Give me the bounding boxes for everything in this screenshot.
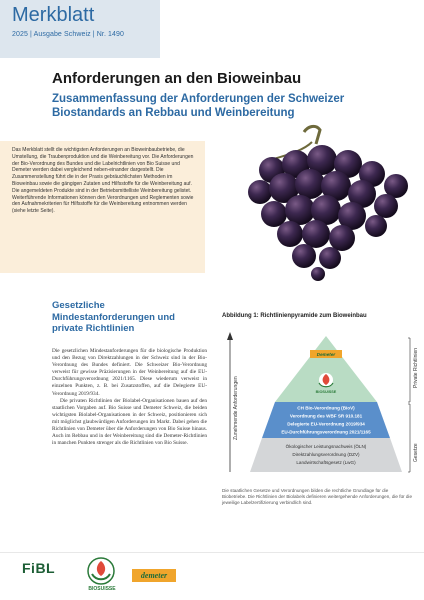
axis-label-laws: Gesetze — [413, 443, 419, 462]
pyramid-line-dzv: Direktzahlungsverordnung (DZV) — [292, 452, 360, 457]
demeter-logo: demeter — [132, 569, 176, 582]
biosuisse-logo-icon — [84, 556, 118, 586]
pyramid-line-biov: CH Bio-Verordnung (BioV) — [297, 405, 355, 411]
intro-text: Das Merkblatt stellt die wichtigsten Anforderungen an Bioweinbaubetriebe, die Umstellung, die Traubenproduktion und die Weinbereitung vor. Die Anforderungen der Bio-Verordnung des Bundes und die Labelrichtlinien von Bio Suisse und Demeter werden dabei vergleichend neben-einander dargestellt. Die Zusammenstellung führt die in der Praxis gebräuchlichsten Methoden im Bioweinbau sowie die gängigen Zutaten und Hilfsstoffe für die Weinbereitung auf. Die angemeldeten Produkte sind in der Betriebsmittelliste Weinbereitung gelistet. Weiterführende Informationen können den Verordnungen und Reglementen sowie den Aufnahmekriterien für Hilfsstoffe für die Weinbereitung entnommen werden (siehe letzte Seite). — [12, 147, 194, 215]
intro-box — [0, 141, 205, 273]
demeter-label: Demeter — [316, 352, 336, 357]
body-paragraph-2: Die privaten Richtlinien der Biolabel-Organisationen bauen auf den staatlichen Vorgaben auf. Bio Suisse und Demeter Schweiz, die beiden wichtigsten Biolabel-Organisationen in der Schweiz, positionieren sich mit möglichst glaubwürdigen Anforderungen im Markt. Dabei gehen die Richtlinien von Demeter über die Anforderungen von Bio Suisse hinaus. Auch im Rebbau und in der Weinbereitung sind die Demeter-Richtlinien in manchen Punkten strenger als die Richtlinien von Bio Suisse. — [52, 397, 207, 447]
fibl-logo: FiBL — [22, 560, 56, 576]
pyramid-line-eu-2021: EU-Durchführungsverordnung 2021/1165 — [281, 429, 371, 435]
pyramid-line-wbf: Verordnung des WBF SR 910.181 — [289, 413, 363, 419]
section-heading: Gesetzliche Mindestanforderungen und private Richtlinien — [52, 300, 175, 334]
arrow-up-icon — [227, 332, 233, 340]
figure-caption: Die staatlichen Gesetze und Verordnungen bilden die rechtliche Grundlage für die Biobetriebe. Die Richtlinien der Biolabels definieren weitergehende Anforderungen, die für die jeweilige Labelzertifizierung verbindlich sind. — [222, 488, 412, 506]
figure-title: Abbildung 1: Richtlinienpyramide zum Bioweinbau — [222, 313, 367, 319]
biosuisse-bud-icon — [319, 373, 333, 387]
body-paragraph-1: Die gesetzlichen Mindestanforderungen für die biologische Produktion und den Bezug von Direktzahlungen in der Schweiz sind in der Bio-Verordnung des Bundes definiert. Die Schweizer Bio-Verordnung verweist für gewisse Präzisierungen in der Weinbereitung auf die EU-Durchführungsverordnung 2021/1165. Diese wiederum verweist in einzelnen Punkten, z. B. bei Zusatzstoffen, auf die Delegierte EU-Verordnung 2019/934. — [52, 348, 207, 397]
pyramid-line-lwg: Landwirtschaftsgesetz (LwG) — [296, 460, 356, 465]
pyramid-line-oeln: Ökologischer Leistungsnachweis (ÖLN) — [285, 444, 367, 449]
biosuisse-label: BIOSUISSE — [315, 390, 337, 394]
footer-divider — [0, 552, 424, 553]
body-column — [52, 348, 207, 447]
header-band — [0, 0, 160, 58]
page-subtitle: Zusammenfassung der Anforderungen der Schweizer Biostandards an Rebbau und Weinbereitung — [52, 93, 345, 119]
pyramid-line-eu-2019: Delegierte EU-Verordnung 2019/934 — [287, 421, 365, 427]
page-title: Anforderungen an den Bioweinbau — [52, 70, 302, 87]
grapes-image — [212, 122, 424, 282]
guideline-pyramid — [222, 322, 422, 480]
grape-cluster — [248, 145, 408, 281]
biosuisse-logo-text: BIOSUISSE — [88, 586, 116, 592]
header-edition: 2025 | Ausgabe Schweiz | Nr. 1490 — [12, 31, 125, 38]
axis-label-private: Private Richtlinien — [413, 347, 419, 388]
axis-label-requirements: Zunehmende Anforderungen — [233, 376, 239, 440]
header-title: Merkblatt — [12, 4, 95, 26]
